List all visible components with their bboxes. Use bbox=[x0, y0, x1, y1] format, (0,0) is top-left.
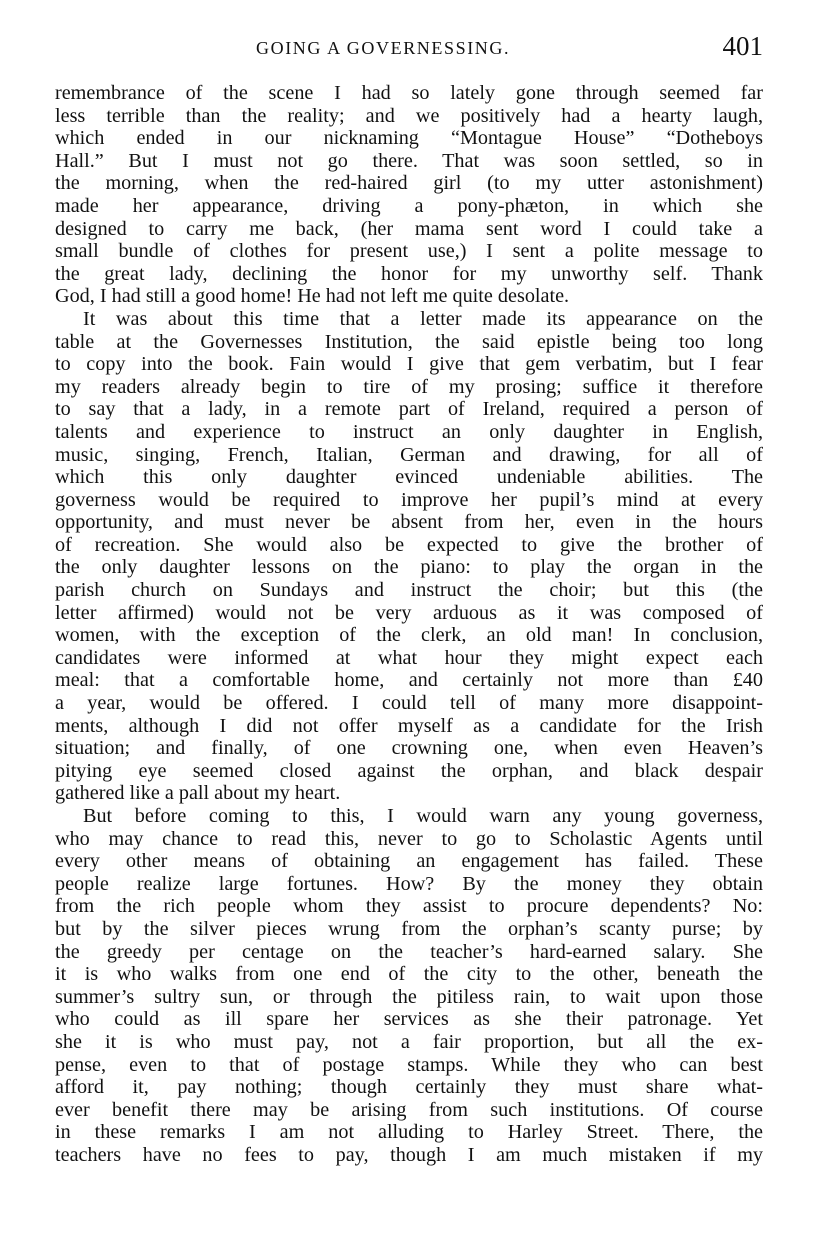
text-line: my readers already begin to tire of my prosing; suffice it therefore bbox=[55, 375, 763, 398]
text-line: from the rich people whom they assist to procure dependents? No: bbox=[55, 895, 763, 918]
text-line: the morning, when the red-haired girl (to my utter astonishment) bbox=[55, 172, 763, 195]
text-line: the great lady, declining the honor for my unworthy self. Thank bbox=[55, 262, 763, 285]
text-line: ever benefit there may be arising from such institutions. Of course bbox=[55, 1098, 763, 1121]
text-line: candidates were informed at what hour they might expect each bbox=[55, 646, 763, 669]
text-line: letter affirmed) would not be very arduous as it was composed of bbox=[55, 601, 763, 624]
text-line: made her appearance, driving a pony-phæton, in which she bbox=[55, 194, 763, 217]
text-line: It was about this time that a letter made its appearance on the bbox=[83, 307, 763, 330]
text-line: women, with the exception of the clerk, an old man! In conclusion, bbox=[55, 624, 763, 647]
text-line: situation; and finally, of one crowning one, when even Heaven’s bbox=[55, 737, 763, 760]
text-line: designed to carry me back, (her mama sent word I could take a bbox=[55, 217, 763, 240]
text-line: opportunity, and must never be absent from her, even in the hours bbox=[55, 511, 763, 534]
text-line: which ended in our nicknaming “Montague House” “Dotheboys bbox=[55, 127, 763, 150]
text-line: God, I had still a good home! He had not left me quite desolate. bbox=[55, 285, 570, 308]
text-line: the only daughter lessons on the piano: to play the organ in the bbox=[55, 556, 763, 579]
text-line: small bundle of clothes for present use,) I sent a polite message to bbox=[55, 240, 763, 263]
text-line: governess would be required to improve her pupil’s mind at every bbox=[55, 488, 763, 511]
chapter-title: GOING A GOVERNESSING. bbox=[256, 38, 511, 58]
body-text bbox=[55, 82, 763, 1167]
text-line: music, singing, French, Italian, German and drawing, for all of bbox=[55, 443, 763, 466]
text-line: to copy into the book. Fain would I give that gem verbatim, but I fear bbox=[55, 353, 763, 376]
page-number: 401 bbox=[722, 31, 763, 61]
text-line: ments, although I did not offer myself as a candidate for the Irish bbox=[55, 714, 763, 737]
text-line: gathered like a pall about my heart. bbox=[55, 782, 341, 805]
text-line: less terrible than the reality; and we positively had a hearty laugh, bbox=[55, 104, 763, 127]
text-line: but by the silver pieces wrung from the orphan’s scanty purse; by bbox=[55, 917, 763, 940]
text-line: to say that a lady, in a remote part of Ireland, required a person of bbox=[55, 398, 763, 421]
text-line: table at the Governesses Institution, the said epistle being too long bbox=[55, 330, 763, 353]
text-line: pitying eye seemed closed against the orphan, and black despair bbox=[55, 759, 763, 782]
text-line: a year, would be offered. I could tell of many more disappoint- bbox=[55, 692, 763, 715]
text-line: which this only daughter evinced undeniable abilities. The bbox=[55, 466, 763, 489]
text-line: who could as ill spare her services as she their patronage. Yet bbox=[55, 1008, 763, 1031]
text-line: teachers have no fees to pay, though I am much mistaken if my bbox=[55, 1143, 763, 1166]
text-line: meal: that a comfortable home, and certainly not more than £40 bbox=[55, 669, 763, 692]
text-line: the greedy per centage on the teacher’s hard-earned salary. She bbox=[55, 940, 763, 963]
text-line: parish church on Sundays and instruct the choir; but this (the bbox=[55, 579, 763, 602]
text-line: remembrance of the scene I had so lately gone through seemed far bbox=[55, 82, 763, 104]
text-line: But before coming to this, I would warn any young governess, bbox=[83, 805, 763, 827]
text-line: talents and experience to instruct an only daughter in English, bbox=[55, 420, 763, 443]
text-line: of recreation. She would also be expected to give the brother of bbox=[55, 533, 763, 556]
text-line: pense, even to that of postage stamps. While they who can best bbox=[55, 1053, 763, 1076]
text-line: who may chance to read this, never to go to Scholastic Agents until bbox=[55, 827, 763, 850]
text-line: afford it, pay nothing; though certainly they must share what- bbox=[55, 1076, 763, 1099]
running-header bbox=[0, 31, 831, 65]
text-line: Hall.” But I must not go there. That was soon settled, so in bbox=[55, 149, 763, 172]
text-line: it is who walks from one end of the city to the other, beneath the bbox=[55, 963, 763, 986]
text-line: she it is who must pay, not a fair proportion, but all the ex- bbox=[55, 1030, 763, 1053]
text-line: in these remarks I am not alluding to Harley Street. There, the bbox=[55, 1121, 763, 1144]
text-line: summer’s sultry sun, or through the pitiless rain, to wait upon those bbox=[55, 985, 763, 1008]
text-line: every other means of obtaining an engagement has failed. These bbox=[55, 850, 763, 873]
text-line: people realize large fortunes. How? By the money they obtain bbox=[55, 872, 763, 895]
